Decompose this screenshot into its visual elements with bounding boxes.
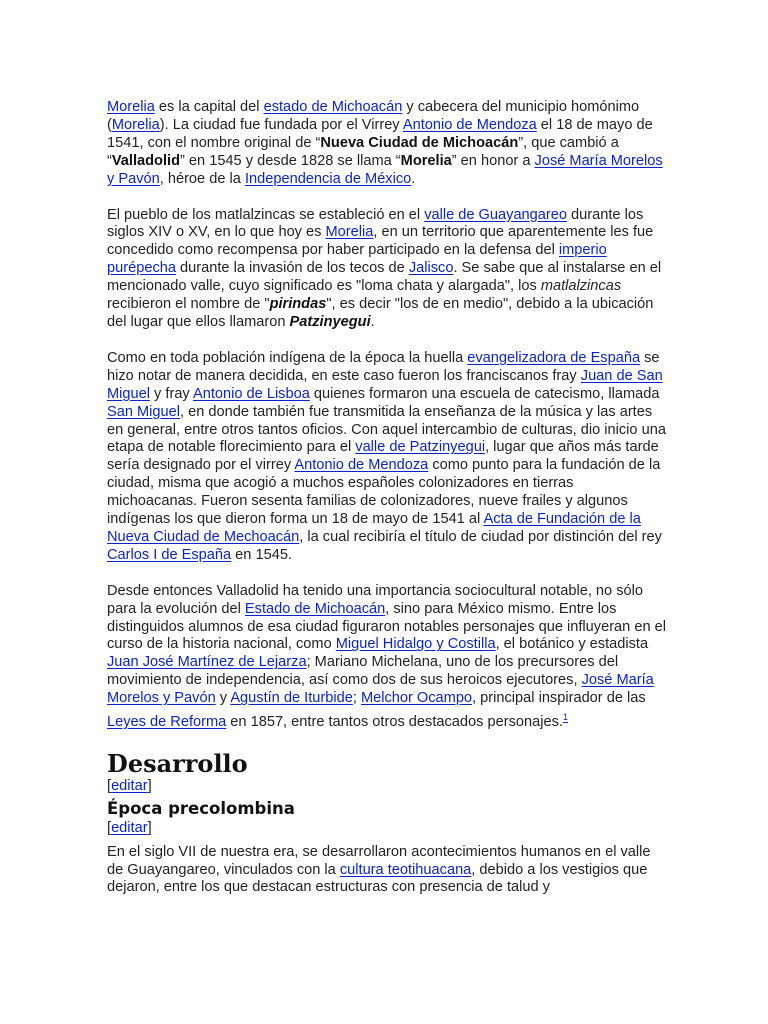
text-fragment: y fray xyxy=(150,385,193,402)
link-estado-de-michoacan[interactable]: estado de Michoacán xyxy=(263,99,403,115)
text-fragment: en 1857, entre tantos otros destacados personajes. xyxy=(226,713,563,730)
link-valle-de-guayangareo[interactable]: valle de Guayangareo xyxy=(424,206,567,223)
text-fragment: y cabecera del municipio homónimo ( xyxy=(107,99,640,133)
bold-italic-patzinyegui: Patzinyegui xyxy=(289,313,371,330)
edit-section-precolombina xyxy=(107,820,667,838)
link-independencia-de-mexico[interactable]: Independencia de México xyxy=(244,170,412,187)
link-melchor-ocampo[interactable]: Melchor Ocampo xyxy=(360,690,473,707)
link-antonio-de-lisboa[interactable]: Antonio de Lisboa xyxy=(192,385,310,402)
link-martinez-de-lejarza[interactable]: Juan José Martínez de Lejarza xyxy=(107,654,307,671)
intro-paragraph-1 xyxy=(107,99,667,189)
text-fragment: como punto para la fundación de la ciudad, misma que acogió a muchos españoles colonizadores en tierras michoacanas. Fueron sesenta familias de colonizadores, nueve frailes y algunos indígenas los que dieron forma un 18 de mayo de 1541 al xyxy=(107,457,661,528)
link-acta-de-fundacion[interactable]: Acta de Fundación de la Nueva Ciudad de Mechoacán xyxy=(107,511,641,545)
link-jose-maria-morelos[interactable]: José María Morelos y Pavón xyxy=(107,672,654,707)
link-imperio-purepecha[interactable]: imperio purépecha xyxy=(107,242,607,277)
intro-paragraph-4 xyxy=(107,583,667,732)
bracket-close: ] xyxy=(147,777,152,794)
text-fragment: , la cual recibiría el título de ciudad por distinción del rey xyxy=(299,528,662,545)
link-valle-de-patzinyegui[interactable]: valle de Patzinyegui xyxy=(355,439,486,456)
text-fragment: recibieron el nombre de " xyxy=(107,296,270,313)
italic-matlalzincas: matlalzincas xyxy=(540,278,622,295)
text-fragment: quienes formaron una escuela de catecismo, llamada xyxy=(309,385,660,402)
bold-nueva-ciudad: Nueva Ciudad de Michoacán xyxy=(320,134,519,151)
link-evangelizadora-de-espana[interactable]: evangelizadora de España xyxy=(467,349,641,366)
link-juan-de-san-miguel[interactable]: Juan de San Miguel xyxy=(107,367,663,402)
text-fragment: , el botánico y estadista xyxy=(495,636,649,653)
link-antonio-de-mendoza[interactable]: Antonio de Mendoza xyxy=(402,116,537,133)
bold-italic-pirindas: pirindas xyxy=(269,296,327,313)
text-fragment: . xyxy=(370,313,375,330)
text-fragment: ). La ciudad fue fundada por el Virrey xyxy=(159,116,403,133)
text-fragment: ” en 1545 y desde 1828 se llama “ xyxy=(180,152,401,169)
link-jalisco[interactable]: Jalisco xyxy=(408,260,454,277)
text-fragment: ” en honor a xyxy=(451,152,535,169)
text-fragment: ; Mariano Michelana, uno de los precursores del movimiento de independencia, así como dos de sus heroicos ejecutores, xyxy=(107,654,619,689)
text-fragment: En el siglo VII de nuestra era, se desarrollaron acontecimientos humanos en el valle de Guayangareo, vinculados con la xyxy=(107,843,651,878)
article-body xyxy=(107,99,667,897)
link-morelia-municipio[interactable]: Morelia xyxy=(111,116,160,133)
link-carlos-i-de-espana[interactable]: Carlos I de España xyxy=(107,546,232,563)
link-antonio-de-mendoza[interactable]: Antonio de Mendoza xyxy=(294,457,429,474)
bold-valladolid: Valladolid xyxy=(111,152,180,169)
text-fragment: es la capital del xyxy=(154,99,264,115)
edit-link-desarrollo[interactable]: editar xyxy=(111,777,148,794)
link-agustin-de-iturbide[interactable]: Agustín de Iturbide xyxy=(230,690,353,707)
link-jose-maria-morelos[interactable]: José María Morelos y Pavón xyxy=(107,152,663,187)
bracket-open: [ xyxy=(107,777,112,794)
link-cultura-teotihuacana[interactable]: cultura teotihuacana xyxy=(339,861,472,878)
text-fragment: , en donde también fue transmitida la enseñanza de la música y las artes en general, entre otros tantos oficios. Con aquel intercambio de culturas, dio inicio una etapa de notable florecimiento para el xyxy=(107,403,666,456)
bracket-close: ] xyxy=(147,819,152,836)
text-fragment: ; xyxy=(352,690,361,707)
link-san-miguel[interactable]: San Miguel xyxy=(107,403,181,420)
text-fragment: El pueblo de los matlalzincas se estableció en el xyxy=(107,206,425,223)
text-fragment: Como en toda población indígena de la época la huella xyxy=(107,349,468,366)
text-fragment: el 18 de mayo de 1541, con el nombre original de “ xyxy=(107,116,653,151)
text-fragment: , sino para México mismo. Entre los distinguidos alumnos de esa ciudad figuraron notables personajes que influyeran en el curso de la historia nacional, como xyxy=(107,600,666,653)
text-fragment: y xyxy=(215,690,231,707)
link-morelia[interactable]: Morelia xyxy=(107,99,155,115)
text-fragment: ”, que cambió a “ xyxy=(107,134,619,169)
intro-paragraph-3 xyxy=(107,350,667,565)
edit-section-desarrollo xyxy=(107,778,667,796)
edit-link-precolombina[interactable]: editar xyxy=(111,819,148,836)
reference-link-1[interactable]: 1 xyxy=(562,712,568,723)
link-miguel-hidalgo[interactable]: Miguel Hidalgo y Costilla xyxy=(335,636,496,653)
subsection-heading-epoca-precolombina: Época precolombina xyxy=(107,798,295,818)
link-leyes-de-reforma[interactable]: Leyes de Reforma xyxy=(107,713,227,730)
text-fragment: , principal inspirador de las xyxy=(472,690,646,707)
section-heading-desarrollo: Desarrollo xyxy=(107,748,248,778)
text-fragment: en 1545. xyxy=(231,546,292,563)
text-fragment: , en un territorio que aparentemente les fue concedido como recompensa por haber participado en la defensa del xyxy=(107,224,654,259)
bracket-open: [ xyxy=(107,819,112,836)
text-fragment: se hizo notar de manera decidida, en este caso fueron los franciscanos fray xyxy=(107,349,660,384)
link-estado-de-michoacan[interactable]: Estado de Michoacán xyxy=(244,600,386,617)
text-fragment: . xyxy=(411,170,416,187)
text-fragment: . Se sabe que al instalarse en el mencionado valle, cuyo significado es "loma chata y alargada", los xyxy=(107,260,662,295)
text-fragment: Desde entonces Valladolid ha tenido una importancia sociocultural notable, no sólo para la evolución del xyxy=(107,582,643,617)
text-fragment: , héroe de la xyxy=(159,170,245,187)
text-fragment: , debido a los vestigios que dejaron, entre los que destacan estructuras con presencia de talud y xyxy=(107,861,648,896)
bold-morelia: Morelia xyxy=(400,152,452,169)
text-fragment: ", es decir "los de en medio", debido a la ubicación del lugar que ellos llamaron xyxy=(107,296,654,330)
precolombina-paragraph-1 xyxy=(107,844,667,898)
reference-superscript xyxy=(563,709,568,723)
text-fragment: durante los siglos XIV o XV, en lo que hoy es xyxy=(107,206,644,241)
text-fragment: , lugar que años más tarde sería designado por el virrey xyxy=(107,439,659,474)
link-morelia[interactable]: Morelia xyxy=(325,224,374,241)
intro-paragraph-2 xyxy=(107,207,667,332)
text-fragment: durante la invasión de los tecos de xyxy=(175,260,409,277)
